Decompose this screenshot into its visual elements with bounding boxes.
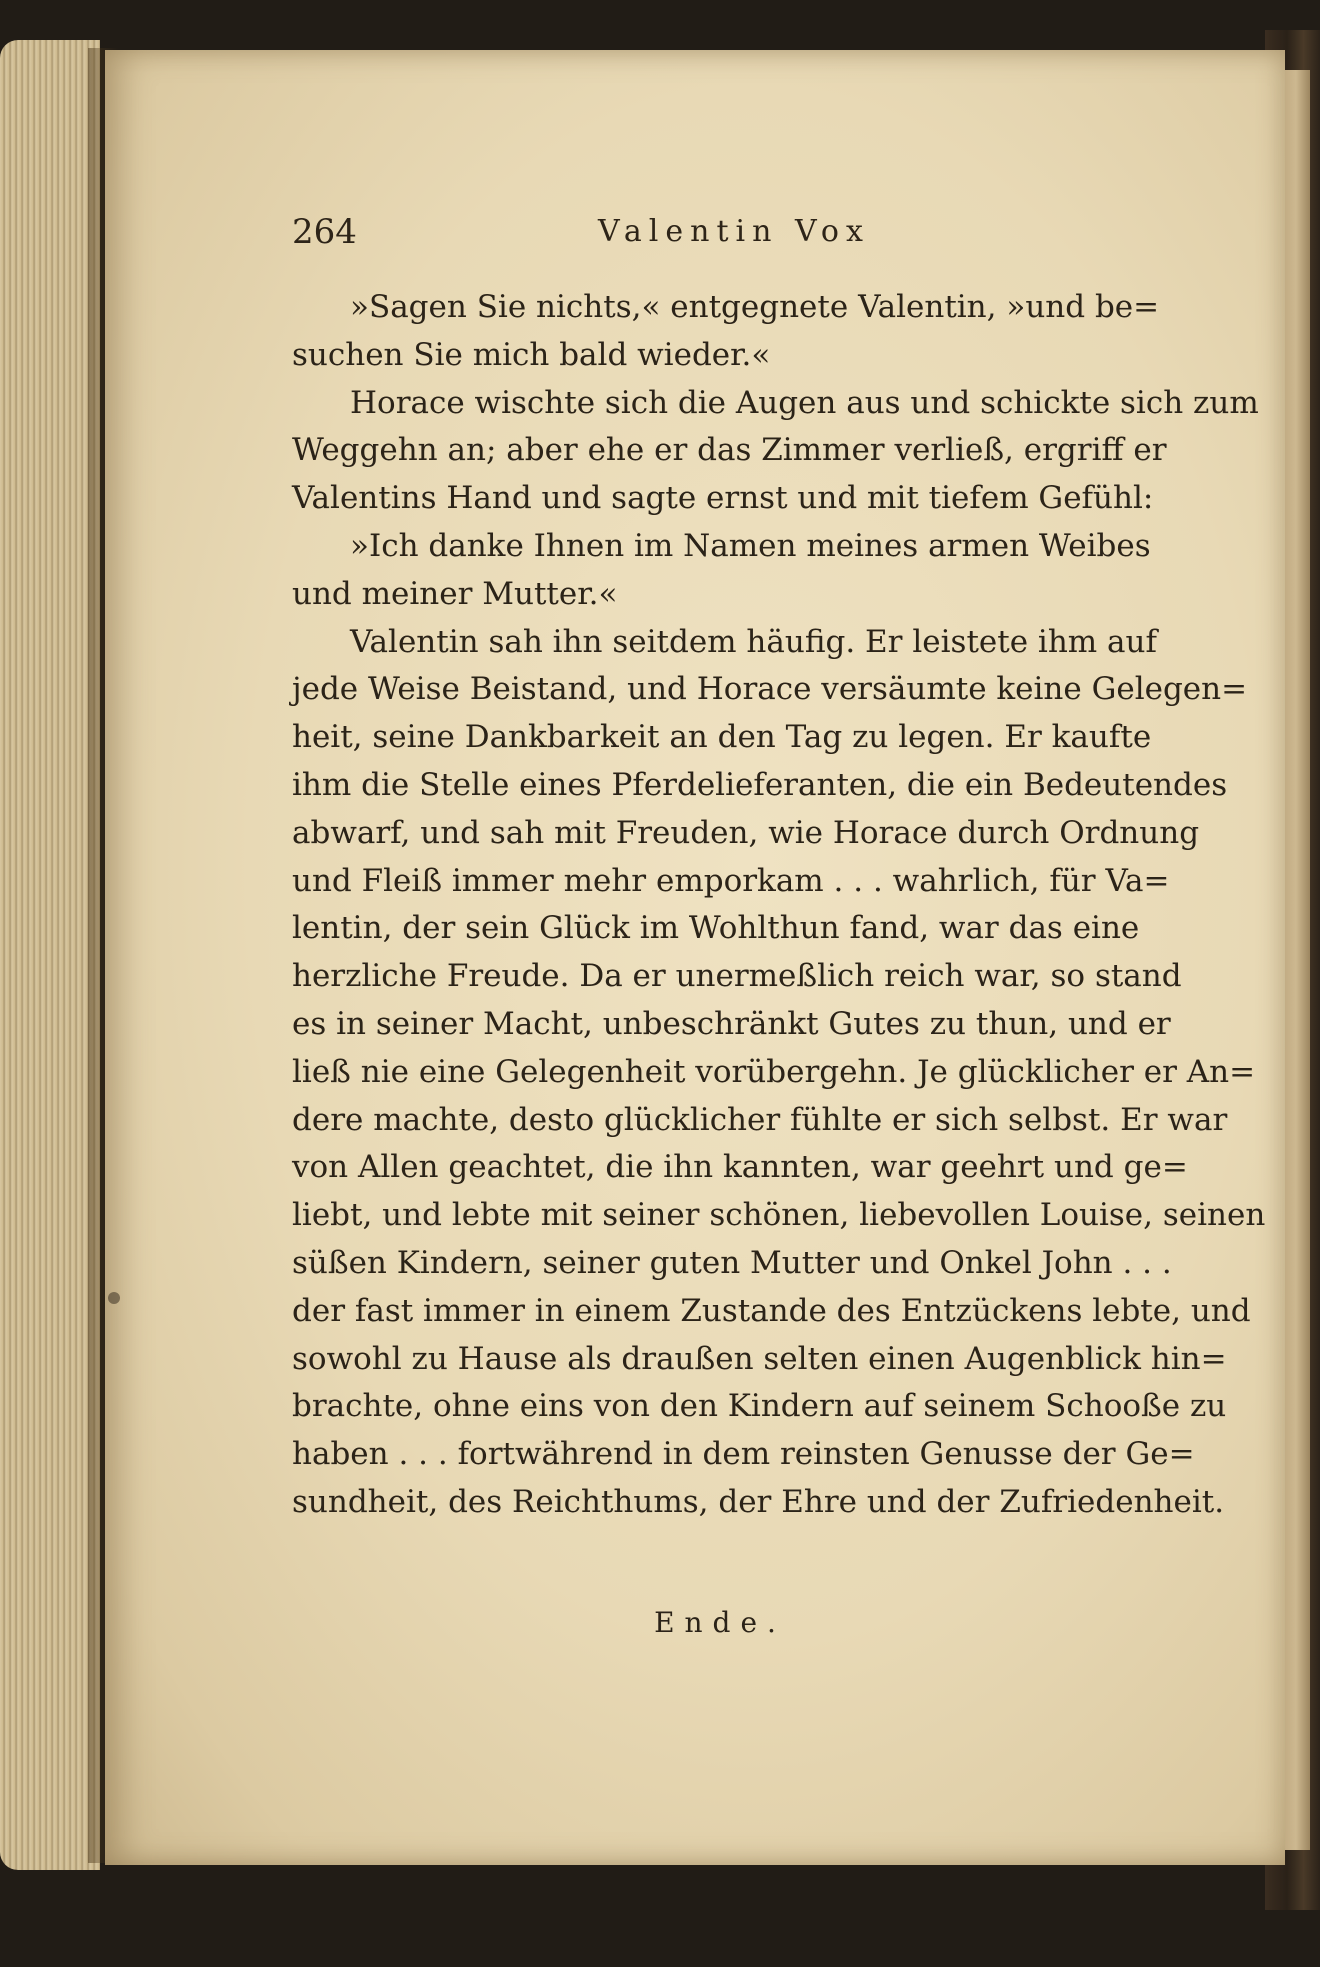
text-line: suchen Sie mich bald wieder.«	[292, 336, 771, 373]
text-line: brachte, ohne eins von den Kindern auf seinem Schooße zu	[292, 1388, 1227, 1425]
text-line: der fast immer in einem Zustande des Entzückens lebte, und	[292, 1292, 1251, 1329]
end-mark-text: Ende.	[654, 1606, 786, 1639]
running-head: Valentin Vox	[598, 214, 870, 249]
text-line: sundheit, des Reichthums, der Ehre und der Zufriedenheit.	[292, 1483, 1225, 1520]
body-text	[292, 284, 1266, 1527]
text-line: es in seiner Macht, unbeschränkt Gutes zu thun, und er	[292, 1005, 1171, 1042]
text-line: heit, seine Dankbarkeit an den Tag zu legen. Er kaufte	[292, 719, 1152, 756]
text-line: »Sagen Sie nichts,« entgegnete Valentin, »und be=	[350, 289, 1160, 325]
text-line: und Fleiß immer mehr emporkam . . . wahrlich, für Va=	[292, 862, 1170, 899]
text-line: herzliche Freude. Da er unermeßlich reich war, so stand	[292, 958, 1182, 995]
text-line: lentin, der sein Glück im Wohlthun fand, war das eine	[292, 910, 1140, 947]
ink-smudge	[108, 1292, 120, 1304]
text-line: Weggehn an; aber ehe er das Zimmer verließ, ergriff er	[292, 432, 1167, 469]
page-header	[292, 212, 1132, 258]
text-line: von Allen geachtet, die ihn kannten, war geehrt und ge=	[292, 1149, 1188, 1186]
end-mark	[0, 1606, 1320, 1639]
text-line: abwarf, und sah mit Freuden, wie Horace durch Ordnung	[292, 814, 1200, 851]
text-line: Horace wischte sich die Augen aus und schickte sich zum	[350, 384, 1259, 421]
text-line: sowohl zu Hause als draußen selten einen Augenblick hin=	[292, 1340, 1227, 1377]
text-line: süßen Kindern, seiner guten Mutter und Onkel John . . .	[292, 1244, 1172, 1281]
text-line: Valentin sah ihn seitdem häufig. Er leistete ihm auf	[350, 623, 1157, 660]
text-line: haben . . . fortwährend in dem reinsten Genusse der Ge=	[292, 1436, 1195, 1473]
text-line: Valentins Hand und sagte ernst und mit tiefem Gefühl:	[292, 480, 1154, 517]
page-edges-stack	[0, 40, 100, 1870]
text-line: und meiner Mutter.«	[292, 575, 618, 612]
page-number: 264	[292, 212, 357, 252]
text-line: liebt, und lebte mit seiner schönen, liebevollen Louise, seinen	[292, 1197, 1266, 1234]
text-line: »Ich danke Ihnen im Namen meines armen Weibes	[350, 527, 1151, 564]
text-line: ließ nie eine Gelegenheit vorübergehn. Je glücklicher er An=	[292, 1053, 1256, 1090]
text-line: dere machte, desto glücklicher fühlte er sich selbst. Er war	[292, 1101, 1228, 1138]
text-line: jede Weise Beistand, und Horace versäumte keine Gelegen=	[292, 671, 1248, 708]
text-line: ihm die Stelle eines Pferdelieferanten, die ein Bedeutendes	[292, 766, 1228, 803]
